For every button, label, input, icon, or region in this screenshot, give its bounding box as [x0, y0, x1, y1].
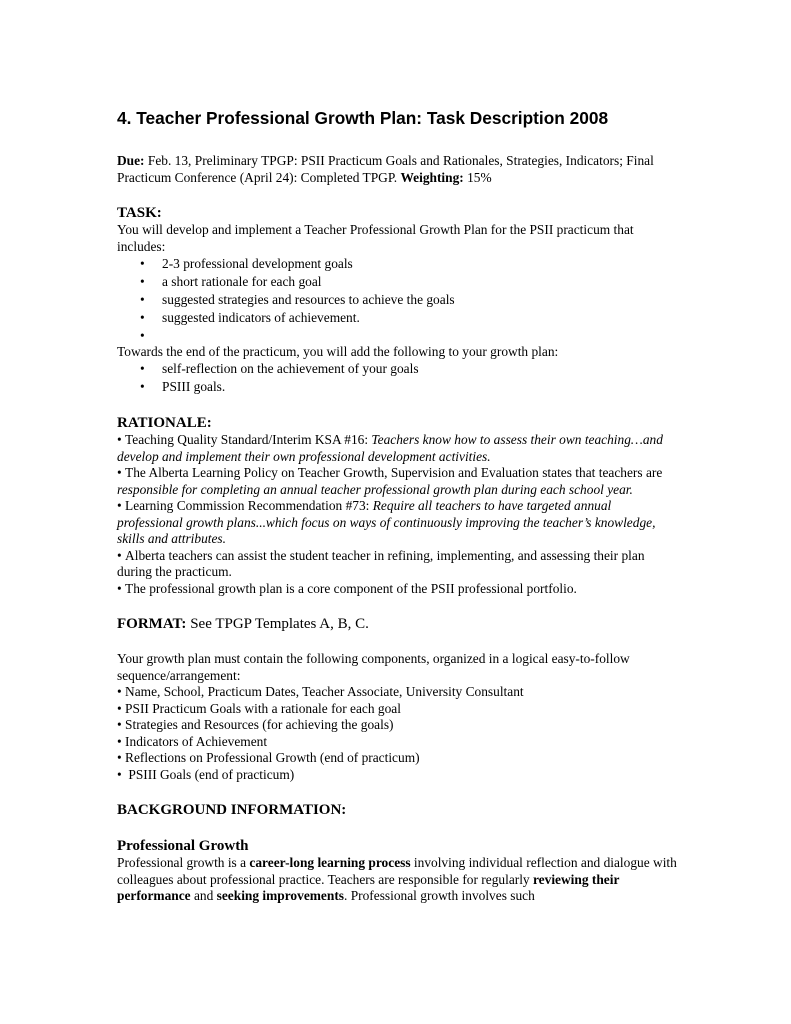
- weighting-label: Weighting:: [400, 169, 464, 185]
- rationale-quote: responsible for completing an annual teacher professional growth plan during each school year.: [117, 481, 633, 497]
- list-item: • PSIII goals.: [140, 378, 677, 396]
- list-item: • suggested indicators of achievement.: [140, 309, 677, 327]
- paragraph-text: . Professional growth involves such: [344, 888, 535, 903]
- rationale-item: [117, 498, 677, 548]
- rationale-text: Alberta teachers can assist the student teacher in refining, implementing, and assessing their plan during the practicum.: [117, 547, 645, 579]
- format-intro: Your growth plan must contain the following components, organized in a logical easy-to-follow sequence/arrangement:: [117, 651, 630, 683]
- paragraph-bold: seeking improvements: [216, 888, 344, 903]
- rationale-quote: Require all teachers to have targeted annual professional growth plans...which focus on ways of continuously improving the teacher’s knowledge, skills and attributes.: [117, 498, 656, 546]
- task-end-list: [117, 360, 677, 396]
- professional-growth-paragraph: [117, 855, 677, 905]
- task-intro: You will develop and implement a Teacher Professional Growth Plan for the PSII practicum that includes:: [117, 222, 634, 254]
- list-item: • Indicators of Achievement: [117, 734, 677, 751]
- list-item: • Reflections on Professional Growth (end of practicum): [117, 750, 677, 767]
- list-item: • Name, School, Practicum Dates, Teacher Associate, University Consultant: [117, 684, 677, 701]
- due-label: Due:: [117, 153, 145, 168]
- document-content: [117, 107, 677, 905]
- paragraph-text: involving individual reflection and dialogue with colleagues about professional practice. Teachers are responsible for regularly: [117, 855, 677, 887]
- list-item: • PSII Practicum Goals with a rationale for each goal: [117, 701, 677, 718]
- rationale-text: Learning Commission Recommendation #73:: [125, 498, 373, 513]
- task-towards: Towards the end of the practicum, you will add the following to your growth plan:: [117, 343, 559, 359]
- rationale-item: [117, 465, 677, 498]
- format-heading: FORMAT:: [117, 616, 187, 632]
- professional-growth-heading: Professional Growth: [117, 838, 249, 854]
- background-heading: BACKGROUND INFORMATION:: [117, 802, 347, 818]
- page-title: 4. Teacher Professional Growth Plan: Task Description 2008: [117, 108, 609, 128]
- weighting-value: 15%: [463, 169, 492, 185]
- format-line: [117, 615, 677, 633]
- list-item: • a short rationale for each goal: [140, 273, 677, 291]
- list-item: • 2-3 professional development goals: [140, 255, 677, 273]
- list-item: • PSIII Goals (end of practicum): [117, 767, 677, 784]
- rationale-text: Teaching Quality Standard/Interim KSA #16:: [125, 432, 372, 447]
- due-paragraph: [117, 153, 677, 186]
- task-heading: TASK:: [117, 205, 162, 221]
- list-item: [140, 327, 677, 344]
- rationale-heading: RATIONALE:: [117, 415, 212, 431]
- rationale-item: [117, 432, 677, 465]
- rationale-text: The Alberta Learning Policy on Teacher Growth, Supervision and Evaluation states that teachers are: [125, 465, 663, 480]
- paragraph-text: and: [190, 888, 217, 903]
- due-text: Feb. 13, Preliminary TPGP: PSII Practicum Goals and Rationales, Strategies, Indicators; Final Practicum Conference (April 24): Completed TPGP.: [117, 153, 654, 185]
- list-item: • suggested strategies and resources to achieve the goals: [140, 291, 677, 309]
- task-list: [117, 255, 677, 344]
- paragraph-text: Professional growth is a: [117, 855, 250, 870]
- rationale-quote: Teachers know how to assess their own teaching…and develop and implement their own professional development activities.: [117, 432, 663, 464]
- paragraph-bold: reviewing their performance: [117, 871, 620, 903]
- rationale-item: [117, 548, 677, 581]
- rationale-text: The professional growth plan is a core component of the PSII professional portfolio.: [125, 580, 577, 596]
- paragraph-bold: career-long learning process: [249, 855, 411, 870]
- list-item: • self-reflection on the achievement of your goals: [140, 360, 677, 378]
- format-text: See TPGP Templates A, B, C.: [186, 616, 369, 632]
- rationale-item: [117, 581, 677, 598]
- list-item: • Strategies and Resources (for achieving the goals): [117, 717, 677, 734]
